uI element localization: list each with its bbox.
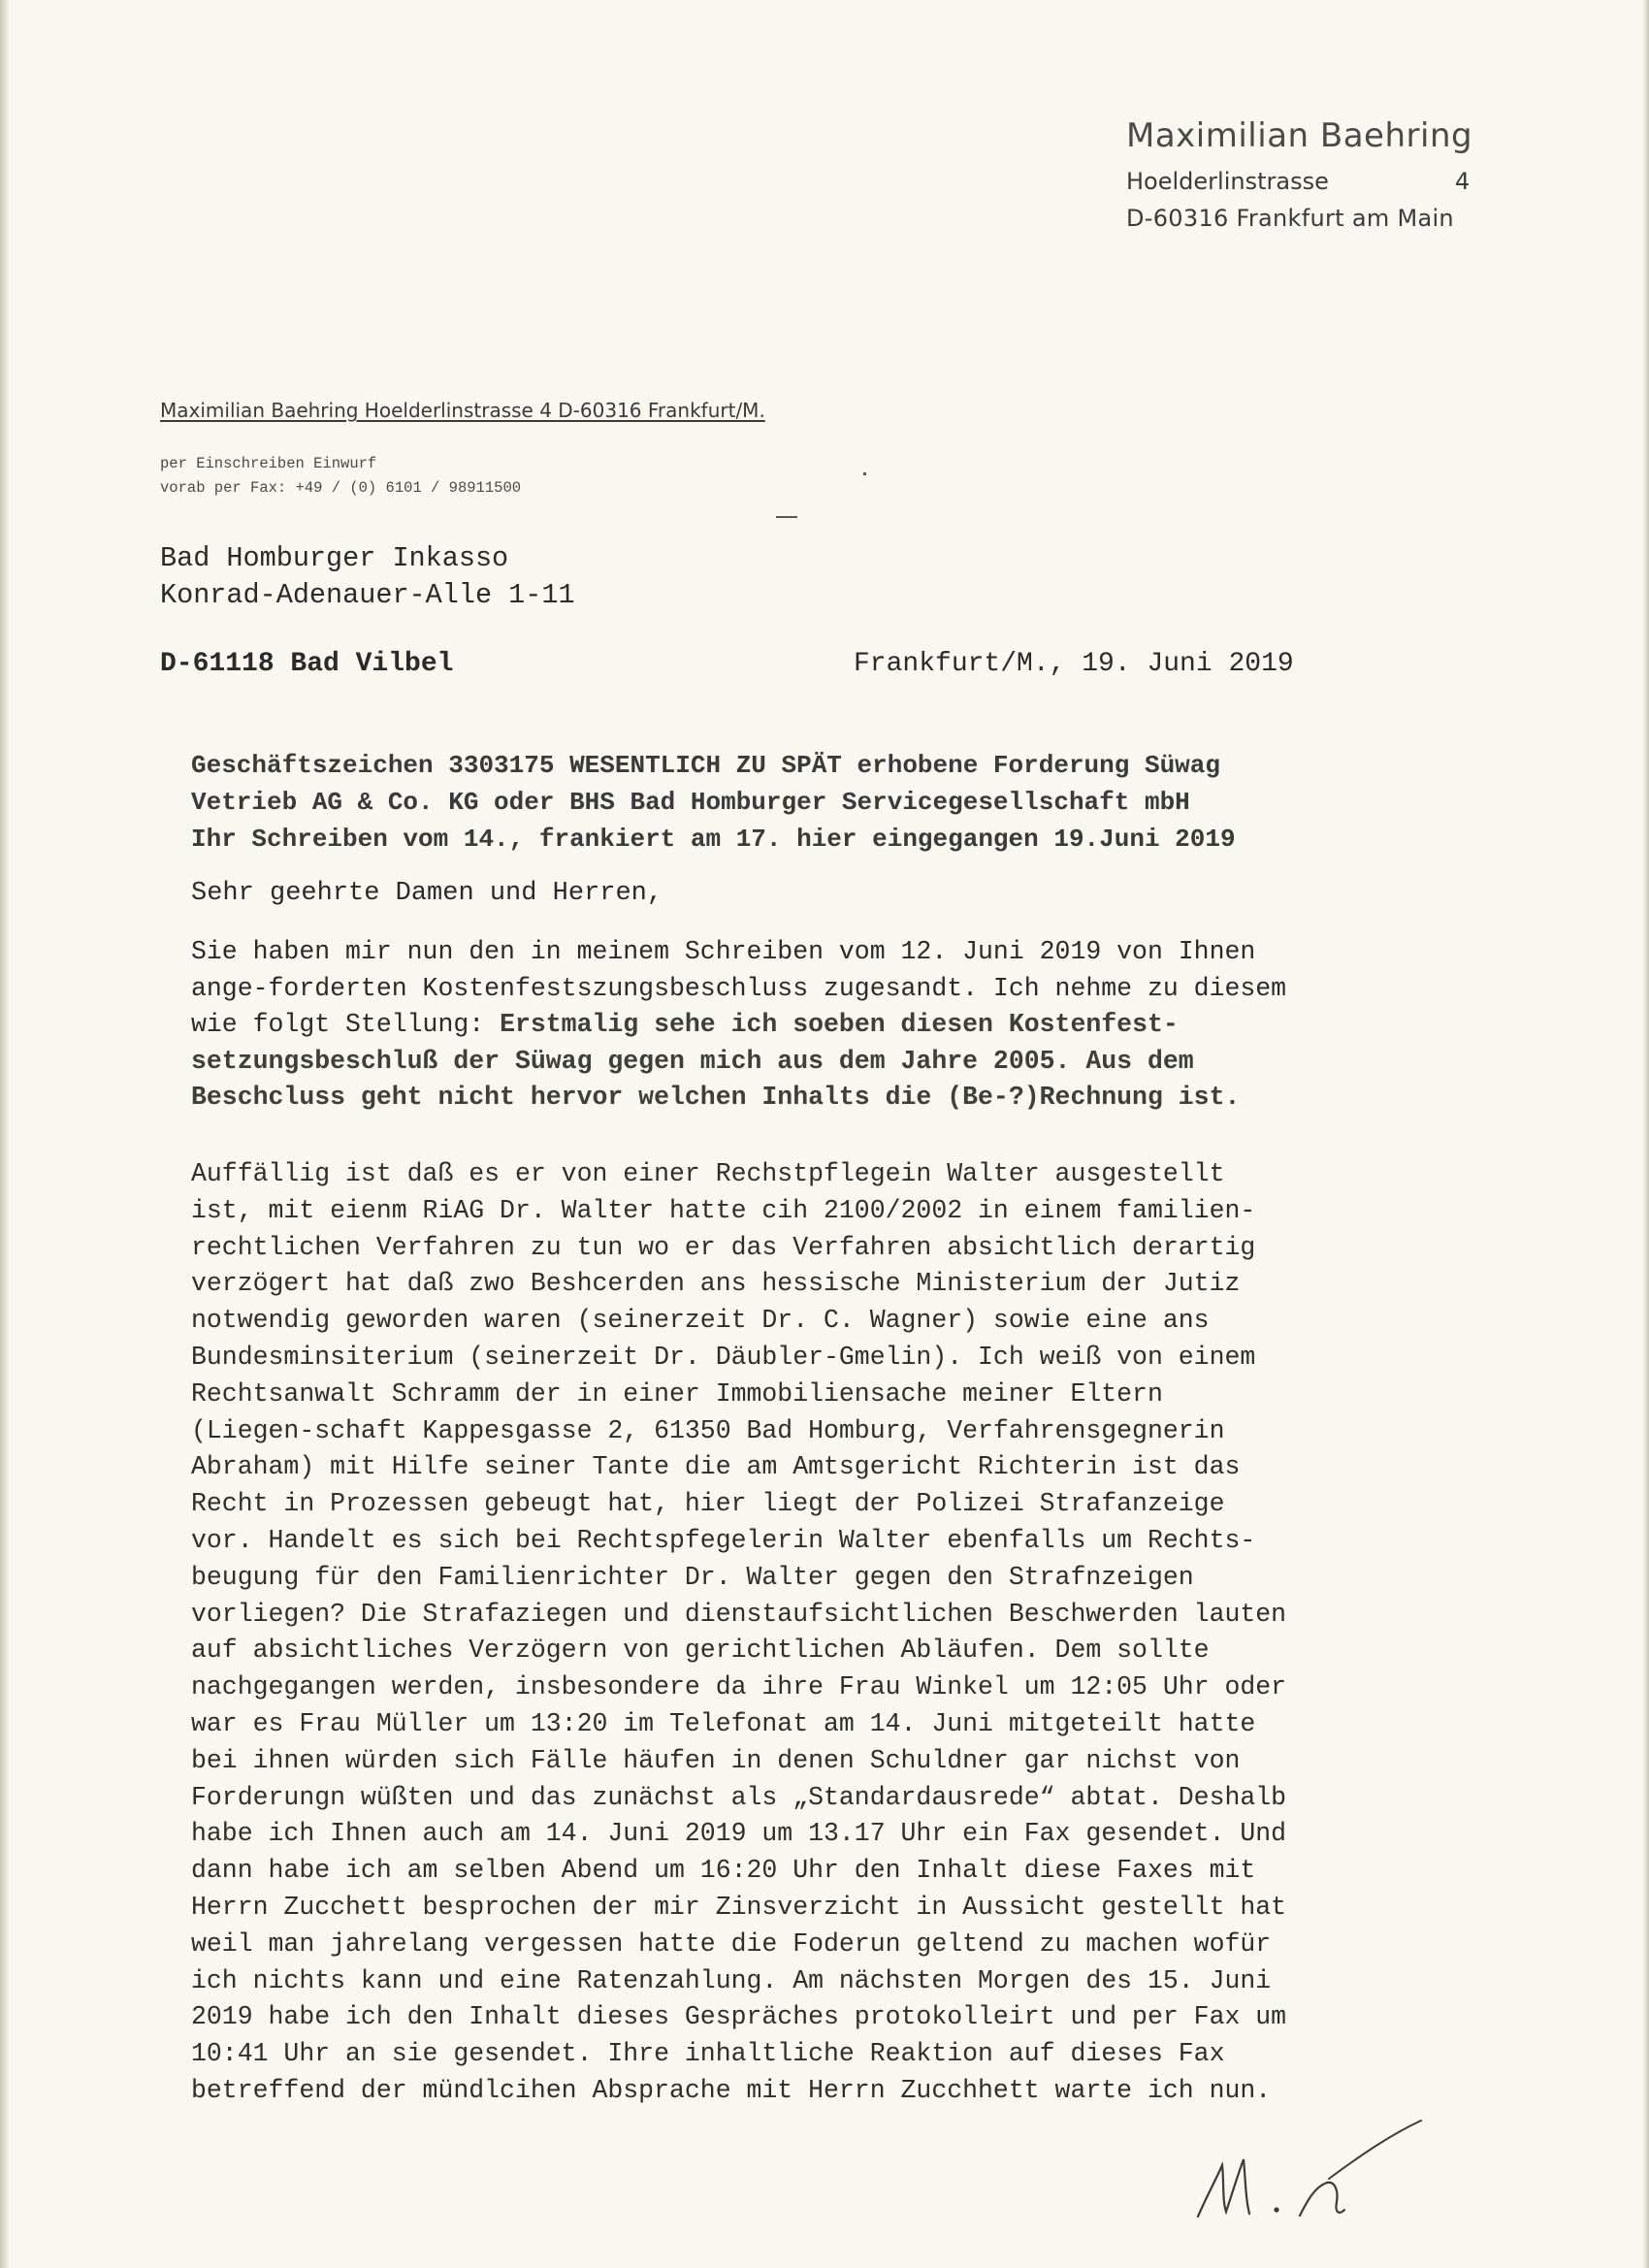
paragraph-emphasis: Beschcluss geht nicht hervor welchen Inhalts die (Be-?)Rechnung ist. <box>191 1083 1241 1112</box>
paragraph-line: ich nichts kann und eine Ratenzahlung. Am nächsten Morgen des 15. Juni <box>191 1965 1272 1995</box>
delivery-note: vorab per Fax: +49 / (0) 6101 / 98911500 <box>160 479 522 497</box>
paragraph-line: Abraham) mit Hilfe seiner Tante die am Amtsgericht Richterin ist das <box>191 1452 1241 1482</box>
subject <box>191 747 1452 858</box>
paragraph-line: habe ich Ihnen auch am 14. Juni 2019 um 13.17 Uhr ein Fax gesendet. Und <box>191 1819 1287 1849</box>
paragraph-line: 10:41 Uhr an sie gesendet. Ihre inhaltliche Reaktion auf dieses Fax <box>191 2039 1225 2069</box>
salutation: Sehr geehrte Damen und Herren, <box>191 879 663 908</box>
subject-line: Vetrieb AG & Co. KG oder BHS Bad Homburger Servicegesellschaft mbH <box>191 788 1190 817</box>
paragraph-line: beugung für den Familienrichter Dr. Walter gegen den Strafnzeigen <box>191 1562 1194 1592</box>
paragraph-line <box>191 1080 1423 1117</box>
signature <box>1193 2115 1465 2221</box>
scan-speck <box>776 516 797 518</box>
recipient-street: Konrad-Adenauer-Alle 1-11 <box>160 579 575 611</box>
paragraph-line: Recht in Prozessen gebeugt hat, hier liegt der Polizei Strafanzeige <box>191 1489 1225 1519</box>
delivery-note: per Einschreiben Einwurf <box>160 455 377 472</box>
letterhead-house-number: 4 <box>1455 168 1471 195</box>
letterhead-street: Hoelderlinstrasse <box>1126 168 1329 195</box>
paragraph-line: Herrn Zucchett besprochen der mir Zinsverzicht in Aussicht gestellt hat <box>191 1892 1287 1922</box>
paragraph-line <box>191 1007 1423 1044</box>
paragraph-line: vor. Handelt es sich bei Rechtspfegelerin Walter ebenfalls um Rechts- <box>191 1525 1256 1555</box>
paragraph-line: bei ihnen würden sich Fälle häufen in denen Schuldner gar nichst von <box>191 1745 1241 1775</box>
paragraph-line: 2019 habe ich den Inhalt dieses Gespräches protokolleirt und per Fax um <box>191 2002 1287 2032</box>
paragraph-text: wie folgt Stellung: <box>191 1010 501 1039</box>
paragraph-emphasis: Erstmalig sehe ich soeben diesen Kostenfest- <box>500 1010 1179 1039</box>
subject-line: Geschäftszeichen 3303175 WESENTLICH ZU SPÄT erhobene Forderung Süwag <box>191 751 1220 780</box>
letter-date: Frankfurt/M., 19. Juni 2019 <box>854 649 1294 679</box>
letterhead-city: D-60316 Frankfurt am Main <box>1126 205 1454 232</box>
paragraph-line: dann habe ich am selben Abend um 16:20 Uhr den Inhalt diese Faxes mit <box>191 1856 1256 1886</box>
paragraph-2 <box>191 1156 1442 2110</box>
letterhead-name: Maximilian Baehring <box>1126 116 1473 155</box>
paragraph-line: Bundesminsiterium (seinerzeit Dr. Däubler-Gmelin). Ich weiß von einem <box>191 1342 1256 1372</box>
paragraph-line: war es Frau Müller um 13:20 im Telefonat am 14. Juni mitgeteilt hatte <box>191 1708 1256 1738</box>
paragraph-line <box>191 1044 1423 1081</box>
paragraph-line: Rechtsanwalt Schramm der in einer Immobiliensache meiner Eltern <box>191 1378 1163 1409</box>
paragraph-line: auf absichtliches Verzögern von gerichtlichen Abläufen. Dem sollte <box>191 1636 1210 1666</box>
paragraph-line: verzögert hat daß zwo Beshcerden ans hessische Ministerium der Jutiz <box>191 1269 1241 1299</box>
paragraph-line: nachgegangen werden, insbesondere da ihre Frau Winkel um 12:05 Uhr oder <box>191 1672 1287 1702</box>
paragraph-line: ange-forderten Kostenfestszungsbeschluss zugesandt. Ich nehme zu diesem <box>191 973 1287 1003</box>
recipient-city: D-61118 Bad Vilbel <box>160 649 454 679</box>
scan-speck <box>863 472 866 475</box>
scan-edge-left <box>0 0 9 2268</box>
paragraph-emphasis: setzungsbeschluß der Süwag gegen mich aus dem Jahre 2005. Aus dem <box>191 1046 1194 1076</box>
paragraph-line: rechtlichen Verfahren zu tun wo er das Verfahren absichtlich derartig <box>191 1232 1256 1262</box>
recipient-name: Bad Homburger Inkasso <box>160 542 509 574</box>
subject-line: Ihr Schreiben vom 14., frankiert am 17. hier eingegangen 19.Juni 2019 <box>191 825 1236 854</box>
paragraph-line: Sie haben mir nun den in meinem Schreiben vom 12. Juni 2019 von Ihnen <box>191 937 1256 966</box>
paragraph-line: Forderungn wüßten und das zunächst als „Standardausrede“ abtat. Deshalb <box>191 1782 1287 1812</box>
paragraph-line: vorliegen? Die Strafaziegen und dienstaufsichtlichen Beschwerden lauten <box>191 1599 1287 1629</box>
paragraph-line: Auffällig ist daß es er von einer Rechstpflegein Walter ausgestellt <box>191 1159 1225 1188</box>
paragraph-line: betreffend der mündlcihen Absprache mit Herrn Zucchhett warte ich nun. <box>191 2075 1272 2105</box>
paragraph-line: (Liegen-schaft Kappesgasse 2, 61350 Bad Homburg, Verfahrensgegnerin <box>191 1415 1225 1445</box>
paragraph-line: ist, mit eienm RiAG Dr. Walter hatte cih 2100/2002 in einem familien- <box>191 1195 1256 1225</box>
return-address: Maximilian Baehring Hoelderlinstrasse 4 D-60316 Frankfurt/M. <box>160 399 765 422</box>
scan-edge-right <box>1643 0 1649 2268</box>
paragraph-1 <box>191 934 1423 1117</box>
paragraph-line: weil man jahrelang vergessen hatte die Foderun geltend zu machen wofür <box>191 1928 1272 1959</box>
paragraph-line: notwendig geworden waren (seinerzeit Dr. C. Wagner) sowie eine ans <box>191 1306 1210 1336</box>
